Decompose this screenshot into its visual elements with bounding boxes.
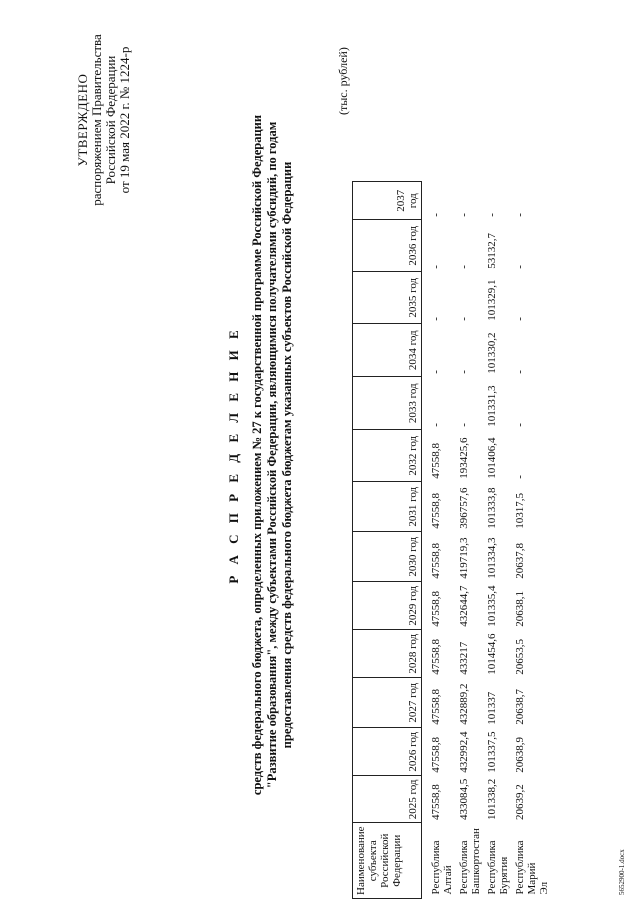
region-name: Эл [538, 881, 550, 895]
region-name-cell [484, 823, 512, 899]
value-cell: - [430, 265, 442, 269]
value-cell: 101335,4 [486, 585, 498, 627]
value-cell: - [458, 317, 470, 321]
value-cell: 20638,7 [514, 688, 526, 725]
value-cell: 419719,3 [458, 537, 470, 579]
value-cell: - [430, 317, 442, 321]
column-header-name: Наименование субъекта Российской Федерации [353, 823, 422, 899]
document-subtitle [250, 45, 295, 865]
value-cell: 101334,3 [486, 537, 498, 579]
value-cell: 20637,8 [514, 542, 526, 579]
value-cell: - [458, 213, 470, 217]
value-cell: 47558,8 [430, 492, 442, 529]
approval-line: от 19 мая 2022 г. № 1224-р [117, 46, 132, 194]
value-cell: - [514, 423, 526, 427]
column-header-year: 2029 год [353, 582, 422, 630]
region-name: Республика [458, 840, 470, 895]
value-cell: 47558,8 [430, 590, 442, 627]
value-cell: - [514, 370, 526, 374]
units-label: (тыс. рублей) [336, 47, 350, 115]
value-cell: - [486, 213, 498, 217]
table-row [512, 182, 552, 899]
document-title: Р А С П Р Е Д Е Л Е Н И Е [226, 326, 241, 584]
table-row [456, 182, 484, 899]
table-row [484, 182, 512, 899]
region-name: Республика Алтай [430, 840, 454, 895]
region-name-cell [422, 823, 457, 899]
value-cell: 47558,8 [430, 542, 442, 579]
column-header-year: 2026 год [353, 728, 422, 776]
value-cell: 101454,6 [486, 633, 498, 675]
value-cell: - [514, 213, 526, 217]
value-cell: 432992,4 [458, 731, 470, 773]
value-cell: 432644,7 [458, 585, 470, 627]
value-cell: - [430, 423, 442, 427]
value-cell: - [514, 317, 526, 321]
approval-block [76, 15, 132, 225]
region-name-cell [512, 823, 552, 899]
value-cell: 47558,8 [430, 638, 442, 675]
value-cell: 101406,4 [486, 437, 498, 479]
distribution-table [352, 181, 552, 899]
value-cell: - [430, 370, 442, 374]
document-id: 5652900-1.docx [618, 849, 626, 895]
value-cell: 396757,6 [458, 487, 470, 529]
column-header-year: 2033 год [353, 377, 422, 430]
value-cell: - [458, 423, 470, 427]
value-cell: 193425,6 [458, 437, 470, 479]
column-header-year: 2032 год [353, 430, 422, 482]
value-cell: 433217 [458, 641, 470, 675]
value-cell: 101338,2 [486, 778, 498, 820]
region-name: Республика Бурятия [486, 840, 510, 895]
value-cell: 20638,1 [514, 590, 526, 627]
column-header-year: 2037 год [353, 182, 422, 220]
value-cell: 101330,2 [486, 332, 498, 374]
region-name: Республика Марий [514, 840, 538, 895]
value-cell: - [458, 370, 470, 374]
value-cell: 101329,1 [486, 279, 498, 321]
value-cell: 20639,2 [514, 784, 526, 820]
value-cell: 20653,5 [514, 638, 526, 675]
region-name: Башкортостан [470, 828, 482, 895]
value-cell: 10317,5 [514, 492, 526, 529]
value-cell: 433084,5 [458, 778, 470, 820]
value-cell: 432889,2 [458, 683, 470, 725]
value-cell: 47558,8 [430, 784, 442, 820]
column-header-year: 2034 год [353, 324, 422, 377]
value-cell: 53132,7 [486, 232, 498, 269]
table-row [422, 182, 457, 899]
value-cell: 47558,8 [430, 736, 442, 773]
table-header-row [353, 182, 422, 899]
approval-line: Российской Федерации [103, 55, 118, 185]
column-header-year: 2025 год [353, 776, 422, 823]
approval-heading: УТВЕРЖДЕНО [75, 73, 90, 167]
value-cell: 47558,8 [430, 688, 442, 725]
value-cell: 47558,8 [430, 442, 442, 479]
approval-line: распоряжением Правительства [89, 34, 104, 206]
value-cell: 101337 [486, 691, 498, 725]
value-cell: 101331,3 [486, 385, 498, 427]
table-body [422, 182, 553, 899]
value-cell: 101337,5 [486, 731, 498, 773]
column-header-year: 2028 год [353, 630, 422, 678]
column-header-year: 2030 год [353, 532, 422, 582]
column-header-year: 2031 год [353, 482, 422, 532]
value-cell: - [430, 213, 442, 217]
region-name-cell [456, 823, 484, 899]
subtitle-line: предоставления средств федерального бюджета бюджетам указанных субъектов Российской Федерации [280, 161, 294, 749]
column-header-year: 2027 год [353, 678, 422, 728]
subtitle-line: средств федерального бюджета, определенных приложением № 27 к государственной программе Российской Федерации [250, 114, 264, 796]
value-cell: - [514, 265, 526, 269]
subtitle-line: "Развитие образования", между субъектами Российской Федерации, являющимися получателями субсидий, по годам [265, 121, 279, 789]
value-cell: 101333,8 [486, 487, 498, 529]
column-header-year: 2036 год [353, 220, 422, 272]
value-cell: 20638,9 [514, 736, 526, 773]
value-cell: - [514, 475, 526, 479]
column-header-year: 2035 год [353, 272, 422, 324]
value-cell: - [458, 265, 470, 269]
